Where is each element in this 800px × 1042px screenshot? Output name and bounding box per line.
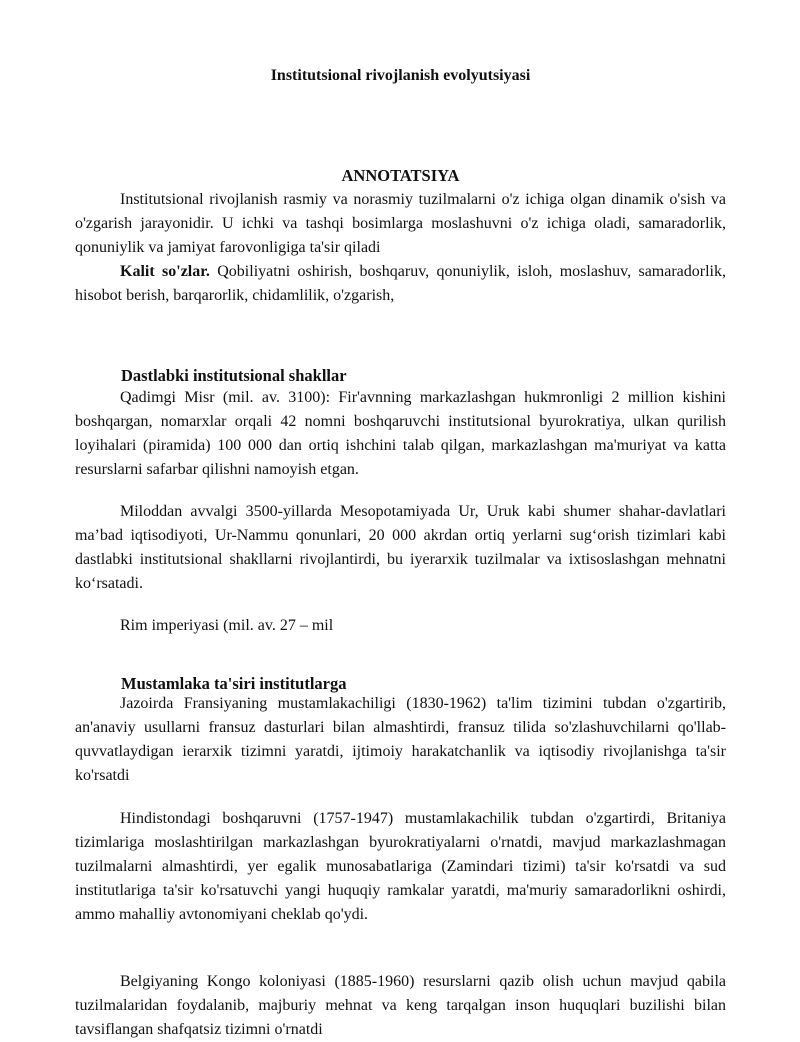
annotation-text: Institutsional rivojlanish rasmiy va norasmiy tuzilmalarni o'z ichiga olgan dinamik o'sish va o'zgarish jarayonidir. U ichki va tashqi bosimlarga moslashuvni o'z ichiga oladi, samaradorlik, qonuniylik va jamiyat farovonligiga ta'sir qiladi bbox=[75, 191, 726, 256]
section-early-forms-p1 bbox=[75, 386, 726, 482]
paragraph-india: Hindistondagi boshqaruvni (1757-1947) mustamlakachilik tubdan o'zgartirdi, Britaniya tizimlariga moslashtirilgan markazlashgan byurokratiyalarni o'rnatdi, mavjud markazlashmagan tuzilmalarni almashtirdi, yer egalik munosabatlariga (Zamindari tizimi) ta'sir ko'rsatdi va sud institutlariga ta'sir ko'rsatuvchi yangi huquqiy ramkalar yaratdi, ma'muriy samaradorlikni oshirdi, ammo mahalliy avtonomiyani cheklab qo'ydi. bbox=[75, 810, 726, 923]
annotation-block bbox=[75, 188, 726, 308]
section-early-forms-p2 bbox=[75, 500, 726, 596]
keywords-paragraph bbox=[75, 260, 726, 308]
annotation-heading: ANNOTATSIYA bbox=[341, 166, 460, 185]
section-early-forms-p3 bbox=[75, 614, 726, 638]
section-colonial-p3 bbox=[75, 970, 726, 1042]
section-heading-colonial-impact: Mustamlaka ta'siri institutlarga bbox=[121, 674, 347, 693]
section-heading-early-forms: Dastlabki institutsional shakllar bbox=[121, 366, 347, 385]
document-title: Institutsional rivojlanish evolyutsiyasi bbox=[270, 67, 531, 84]
paragraph-congo: Belgiyaning Kongo koloniyasi (1885-1960) resurslarni qazib olish uchun mavjud qabila tuzilmalaridan foydalanib, majburiy mehnat va keng tarqalgan inson huquqlari buzilishi bilan tavsiflangan shafqatsiz tizimni o'rnatdi bbox=[75, 973, 726, 1038]
keywords-label: Kalit so'zlar. bbox=[120, 263, 210, 280]
section-colonial-p1 bbox=[75, 692, 726, 788]
keywords-text: Qobiliyatni oshirish, boshqaruv, qonuniylik, isloh, moslashuv, samaradorlik, hisobot berish, barqarorlik, chidamlilik, o'zgarish, bbox=[75, 263, 727, 304]
paragraph-roman-empire: Rim imperiyasi (mil. av. 27 – mil bbox=[120, 617, 334, 634]
section-colonial-p2 bbox=[75, 807, 726, 927]
paragraph-algeria: Jazoirda Fransiyaning mustamlakachiligi (1830-1962) ta'lim tizimini tubdan o'zgartirib, an'anaviy usullarni fransuz dasturlari bilan almashtirdi, fransuz tilida so'zlashuvchilarni qo'llab-quvvatlaydigan ierarxik tizimni yaratdi, ijtimoiy harakatchanlik va iqtisodiy rivojlanishga ta'sir ko'rsatdi bbox=[75, 695, 726, 784]
paragraph-mesopotamia: Miloddan avvalgi 3500-yillarda Mesopotamiyada Ur, Uruk kabi shumer shahar-davlatlari ma’bad iqtisodiyoti, Ur-Nammu qonunlari, 20 000 akrdan ortiq yerlarni sug‘orish tizimlari kabi dastlabki institutsional shakllarni rivojlantirdi, bu iyerarxik tuzilmalar va ixtisoslashgan mehnatni ko‘rsatadi. bbox=[75, 503, 726, 592]
paragraph-ancient-egypt: Qadimgi Misr (mil. av. 3100): Fir'avnning markazlashgan hukmronligi 2 million kishini boshqargan, nomarxlar orqali 42 nomni boshqaruvchi institutsional byurokratiya, ulkan qurilish loyihalari (piramida) 100 000 dan ortiq ishchini talab qilgan, markazlashgan ma'muriyat va katta resurslarni safarbar qilishni namoyish etgan. bbox=[75, 389, 726, 478]
